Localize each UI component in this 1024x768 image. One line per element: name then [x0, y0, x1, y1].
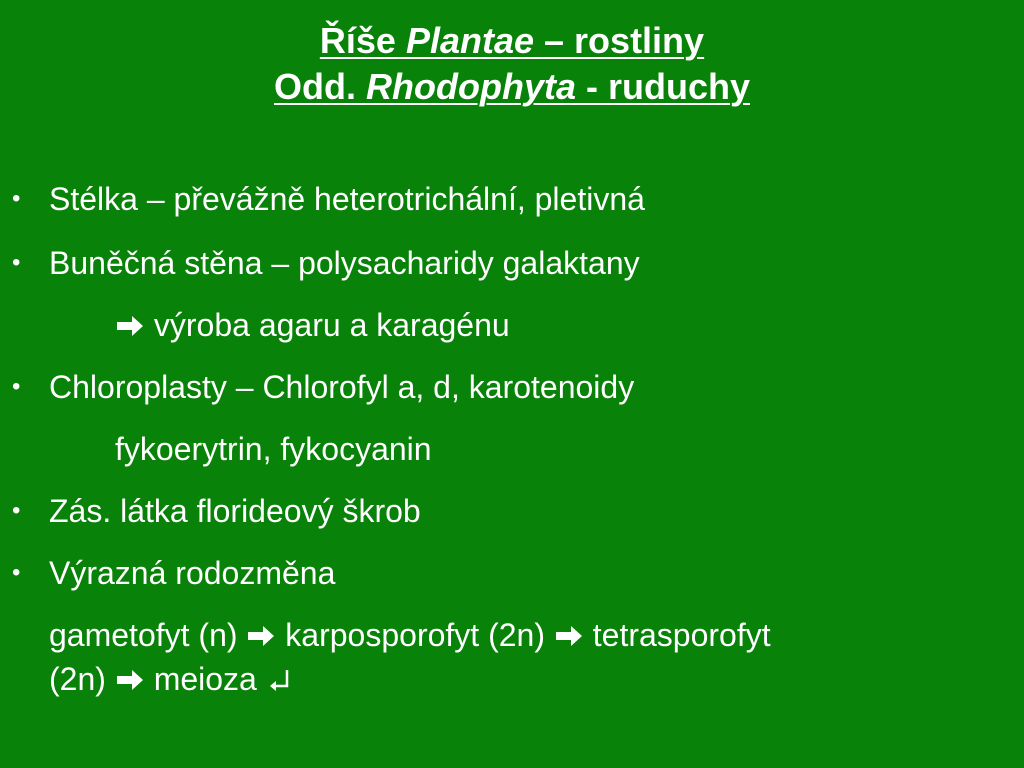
list-subitem-content [115, 308, 510, 342]
sequence-gametofyt: gametofyt (n) [49, 617, 247, 653]
right-arrow-icon [115, 667, 145, 693]
sequence-line-2-content [49, 662, 292, 696]
title-line-1-text [320, 20, 704, 61]
return-arrow-icon [266, 665, 292, 691]
right-arrow-icon [115, 313, 145, 339]
list-subitem-text: fykoerytrin, fykocyanin [115, 431, 432, 467]
sequence-karposporofyt: karposporofyt (2n) [276, 617, 554, 653]
list-item-text: Zás. látka florideový škrob [49, 493, 421, 529]
list-item-text: Chloroplasty – Chlorofyl a, d, karotenoidy [49, 369, 635, 405]
list-subitem-text: výroba agaru a karagénu [145, 307, 510, 343]
list-item-text: Buněčná stěna – polysacharidy galaktany [49, 245, 640, 281]
bullet-icon: • [12, 373, 21, 400]
bullet-icon: • [12, 185, 21, 212]
title-line-1-suffix: – rostliny [534, 20, 705, 61]
bullet-icon: • [12, 497, 21, 524]
title-line-1 [0, 18, 1024, 64]
sequence-2n: (2n) [49, 661, 115, 697]
title-line-2 [0, 64, 1024, 110]
sequence-tetrasporofyt: tetrasporofyt [583, 617, 771, 653]
title-line-2-suffix: - ruduchy [575, 66, 750, 107]
title-line-2-text [274, 66, 750, 107]
sequence-meioza: meioza [144, 661, 266, 697]
sequence-line-1-content [49, 618, 771, 652]
title-line-2-italic: Rhodophyta [366, 66, 576, 107]
list-item-text: Výrazná rodozměna [49, 555, 336, 591]
bullet-icon: • [12, 249, 21, 276]
bullet-icon: • [12, 559, 21, 586]
title-line-2-prefix: Odd. [274, 66, 366, 107]
title-line-1-prefix: Říše [319, 20, 406, 61]
slide-title [0, 18, 1024, 110]
right-arrow-icon [246, 623, 276, 649]
title-line-1-italic: Plantae [405, 20, 535, 61]
list-item-text: Stélka – převážně heterotrichální, pletivná [49, 181, 645, 217]
right-arrow-icon [554, 623, 584, 649]
